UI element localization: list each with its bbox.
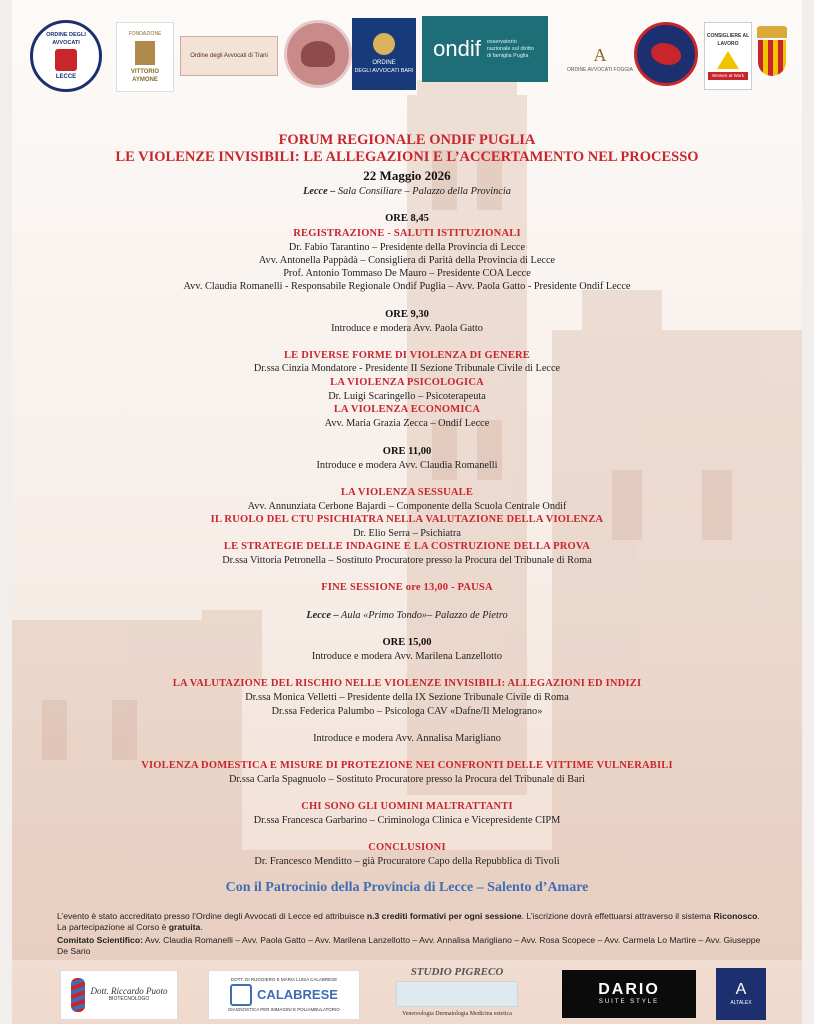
time-0845: ORE 8,45: [385, 213, 429, 224]
section-uomini-maltrattanti: CHI SONO GLI UOMINI MALTRATTANTI: [301, 801, 513, 812]
fondazione-vittorio-aymone-logo: FONDAZIONE VITTORIO AYMONE: [116, 22, 174, 92]
speaker-line: Avv. Maria Grazia Zecca – Ondif Lecce: [324, 418, 490, 429]
time-0930: ORE 9,30: [385, 309, 429, 320]
moderator-line: Introduce e modera Avv. Claudia Romanelli: [316, 460, 498, 471]
studio-pigreco-logo: STUDIO PIGRECO Venereologia Dermatologia Medicina estetica: [382, 962, 532, 1022]
moderator-line: Introduce e modera Avv. Marilena Lanzellotto: [311, 651, 503, 662]
columns-icon: [135, 41, 155, 65]
shield-icon: [758, 40, 786, 76]
forum-subtitle: LE VIOLENZE INVISIBILI: LE ALLEGAZIONI E L’ACCERTAMENTO NEL PROCESSO: [115, 149, 699, 165]
crown-icon: [757, 26, 787, 38]
ordine-avvocati-trani-logo: Ordine degli Avvocati di Trani: [180, 36, 278, 76]
calabrese-logo: DOTT. DI RUGGIERO E MARIA LUISA CALABRESE CALABRESE DIAGNOSTICA PER IMMAGINI E POLIAMBULATORIO: [208, 970, 360, 1020]
top-logos-row: [30, 12, 790, 100]
moderator-line: Introduce e modera Avv. Paola Gatto: [331, 323, 483, 334]
riccardo-puoto-logo: Dott. Riccardo Puoto BIOTECNOLOGO: [60, 970, 178, 1020]
forum-title: FORUM REGIONALE ONDIF PUGLIA: [278, 132, 536, 148]
moderator-line: Introduce e modera Avv. Annalisa Marigliano: [313, 733, 501, 744]
ordine-avvocati-bari-logo: ORDINE DEGLI AVVOCATI BARI: [352, 18, 416, 90]
dna-icon: [71, 978, 85, 1012]
speaker-line: Dr. Luigi Scaringello – Psicoterapeuta: [328, 391, 486, 402]
speaker-line: Avv. Claudia Romanelli - Responsabile Regionale Ondif Puglia – Avv. Paola Gatto - Presidente Ondif Lecce: [183, 281, 631, 292]
scales-icon: [55, 49, 77, 71]
speaker-line: Dr.ssa Vittoria Petronella – Sostituto Procuratore presso la Procura del Tribunale di Roma: [222, 555, 592, 566]
speaker-line: Dr.ssa Carla Spagnuolo – Sostituto Procuratore presso la Procura del Tribunale di Bari: [228, 774, 586, 785]
speaker-line: Dr. Fabio Tarantino – Presidente della Provincia di Lecce: [288, 242, 526, 253]
section-strategie-indagine: LE STRATEGIE DELLE INDAGINE E LA COSTRUZIONE DELLA PROVA: [223, 541, 591, 552]
venue-morning: Lecce – Sala Consiliare – Palazzo della Provincia: [303, 186, 511, 197]
section-violenza-domestica: VIOLENZA DOMESTICA E MISURE DI PROTEZIONE NEI CONFRONTI DELLE VITTIME VULNERABILI: [141, 760, 673, 771]
provincia-lecce-crest-logo: [754, 16, 790, 86]
section-violenza-economica: LA VIOLENZA ECONOMICA: [333, 404, 481, 415]
seal-icon: [373, 33, 395, 55]
flyer-page: [12, 0, 802, 1024]
a-monogram-icon: A: [735, 981, 747, 998]
section-conclusioni: CONCLUSIONI: [368, 842, 446, 853]
rc-monogram-icon: [230, 984, 252, 1006]
taranto-emblem-logo: [634, 22, 698, 86]
section-violenza-sessuale: LA VIOLENZA SESSUALE: [340, 487, 474, 498]
coin-emblem-logo: [284, 20, 352, 88]
consigliere-al-lavoro-logo: CONSIGLIERE AL LAVORO Women at Work: [704, 22, 752, 90]
speaker-line: Avv. Antonella Pappàdà – Consigliera di Parità della Provincia di Lecce: [258, 255, 556, 266]
monogram-icon: A: [593, 44, 607, 65]
speaker-line: Dr.ssa Cinzia Mondatore - Presidente II Sezione Tribunale Civile di Lecce: [253, 363, 561, 374]
altalex-logo: A ALTALEX: [716, 968, 766, 1020]
horse-rider-icon: [301, 41, 335, 67]
speaker-line: Prof. Antonio Tommaso De Mauro – Presidente COA Lecce: [283, 268, 531, 279]
sponsor-logos-row: [52, 962, 772, 1024]
accreditation-note: L’evento è stato accreditato presso l’Ordine degli Avvocati di Lecce ed attribuisce n.3 crediti formativi per ogni sessione. L’iscrizione dovrà effettuarsi attraverso il sistema Riconosco. La partecipazione al Corso è gratuita.: [57, 911, 760, 932]
venue-afternoon: Lecce – Aula «Primo Tondo»– Palazzo de Pietro: [306, 610, 508, 621]
scientific-committee: Comitato Scientifico: Avv. Claudia Romanelli – Avv. Paola Gatto – Avv. Marilena Lanzellotto – Avv. Annalisa Marigliano – Avv. Rosa Scopece – Avv. Carmela Lo Martire – Avv. Giuseppe De Sario: [57, 935, 761, 956]
ordine-avvocati-foggia-logo: A ORDINE AVVOCATI FOGGIA: [567, 44, 633, 73]
speaker-line: Avv. Annunziata Cerbone Bajardi – Componente della Scuola Centrale Ondif: [247, 501, 567, 512]
time-1500: ORE 15,00: [382, 637, 432, 648]
ordine-avvocati-lecce-logo: ORDINE DEGLI AVVOCATI LECCE: [30, 20, 102, 92]
speaker-line: Dr.ssa Francesca Garbarino – Criminologa Clinica e Vicepresidente CIPM: [253, 815, 561, 826]
speaker-line: Dr. Francesco Menditto – già Procuratore Capo della Repubblica di Tivoli: [254, 856, 560, 867]
section-registrazione: REGISTRAZIONE - SALUTI ISTITUZIONALI: [293, 228, 521, 239]
event-date: 22 Maggio 2026: [363, 168, 451, 183]
speaker-line: Dr.ssa Federica Palumbo – Psicologa CAV «Dafne/Il Melograno»: [271, 706, 543, 717]
speaker-line: Dr.ssa Monica Velletti – Presidente della IX Sezione Tribunale Civile di Roma: [245, 692, 569, 703]
section-forme-violenza: LE DIVERSE FORME DI VIOLENZA DI GENERE: [283, 350, 531, 361]
ondif-logo: ondif osservatorio nazionale sul diritto di famiglia Puglia: [422, 16, 548, 82]
section-valutazione-rischio: LA VALUTAZIONE DEL RISCHIO NELLE VIOLENZE INVISIBILI: ALLEGAZIONI ED INDIZI: [172, 678, 642, 689]
speaker-line: Dr. Elio Serra – Psichiatra: [353, 528, 461, 539]
pause-notice: FINE SESSIONE ore 13,00 - PAUSA: [321, 582, 493, 593]
section-ctu-psichiatra: IL RUOLO DEL CTU PSICHIATRA NELLA VALUTAZIONE DELLA VIOLENZA: [210, 514, 604, 525]
dario-suite-style-logo: DARIO SUITE STYLE: [562, 970, 696, 1018]
patrocinio-line: Con il Patrocinio della Provincia di Lecce – Salento d’Amare: [225, 880, 589, 895]
time-1100: ORE 11,00: [382, 446, 432, 457]
dolphin-rider-icon: [651, 43, 681, 65]
business-card-image: [396, 981, 518, 1007]
section-violenza-psicologica: LA VIOLENZA PSICOLOGICA: [330, 377, 484, 388]
warning-sign-icon: [717, 51, 739, 69]
